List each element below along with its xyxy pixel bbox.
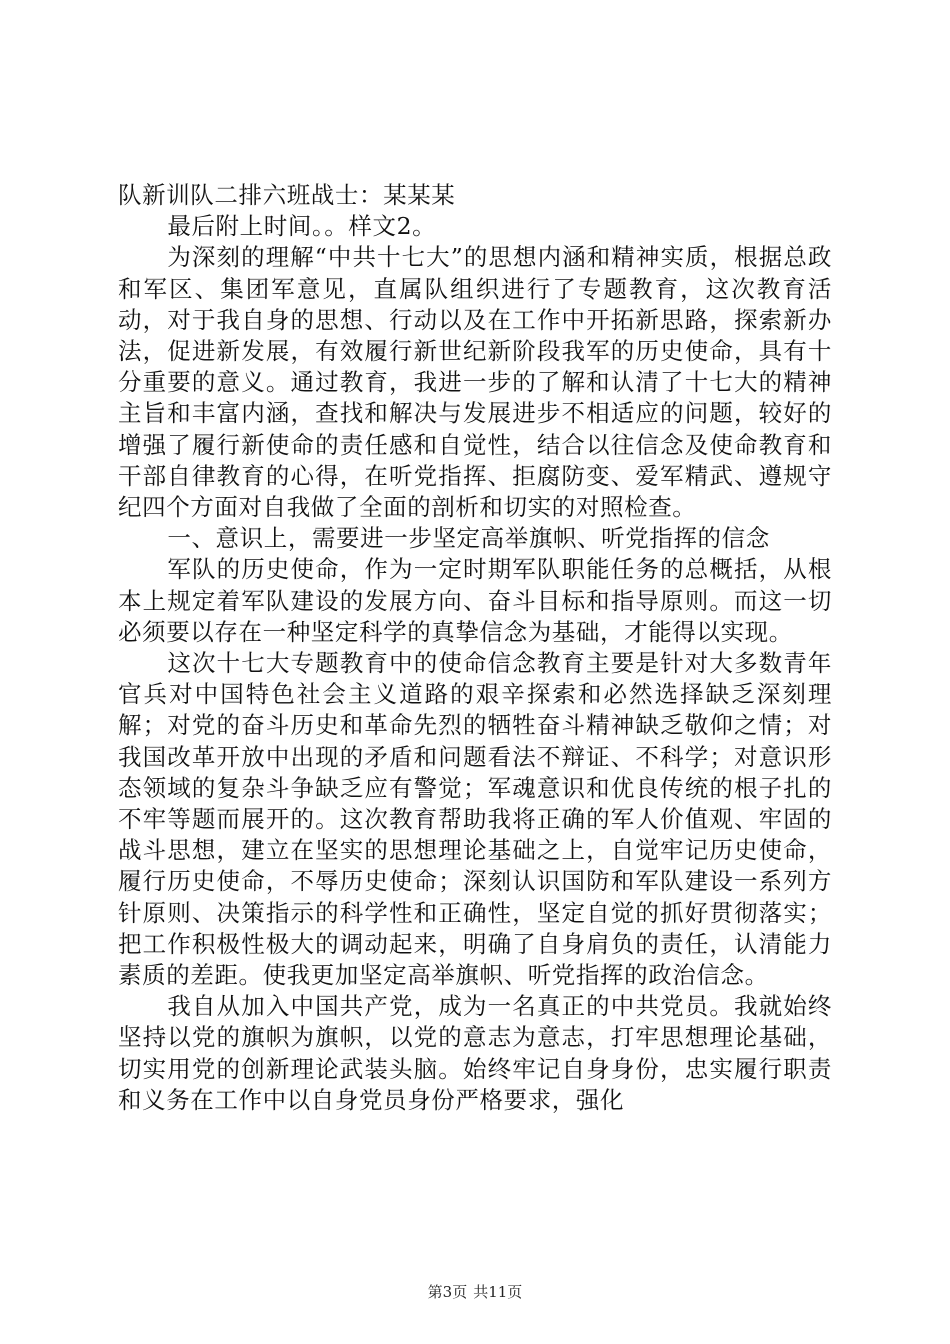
paragraph-6: 这次十七大专题教育中的使命信念教育主要是针对大多数青年官兵对中国特色社会主义道路的艰辛探索和必然选择缺乏深刻理解；对党的奋斗历史和革命先烈的牺牲奋斗精神缺乏敬仰之情；对我国改革开放中出现的矛盾和问题看法不辩证、不科学；对意识形态领域的复杂斗争缺乏应有警觉；军魂意识和优良传统的根子扎的不牢等题而展开的。这次教育帮助我将正确的军人价值观、牢固的战斗思想，建立在坚实的思想理论基础之上，自觉牢记历史使命，履行历史使命，不辱历史使命；深刻认识国防和军队建设一系列方针原则、决策指示的科学性和正确性，坚定自觉的抓好贯彻落实；把工作积极性极大的调动起来，明确了自身肩负的责任，认清能力素质的差距。使我更加坚定高举旗帜、听党指挥的政治信念。 xyxy=(118,649,832,990)
paragraph-1: 队新训队二排六班战士：某某某 xyxy=(118,181,456,209)
paragraph-3: 为深刻的理解“中共十七大”的思想内涵和精神实质，根据总政和军区、集团军意见，直属队组织进行了专题教育，这次教育活动，对于我自身的思想、行动以及在工作中开拓新思路，探索新办法，促进新发展，有效履行新世纪新阶段我军的历史使命，具有十分重要的意义。通过教育，我进一步的了解和认清了十七大的精神主旨和丰富内涵，查找和解决与发展进步不相适应的问题，较好的增强了履行新使命的责任感和自觉性，结合以往信念及使命教育和干部自律教育的心得，在听党指挥、拒腐防变、爱军精武、遵规守纪四个方面对自我做了全面的剖析和切实的对照检查。 xyxy=(118,243,832,522)
section-heading-1: 一、意识上，需要进一步坚定高举旗帜、听党指挥的信念 xyxy=(167,524,770,553)
page-total: 共11页 xyxy=(473,1283,523,1301)
page-number: 第3页 xyxy=(427,1283,468,1301)
paragraph-5: 军队的历史使命，作为一定时期军队职能任务的总概括，从根本上规定着军队建设的发展方向、奋斗目标和指导原则。而这一切必须要以存在一种坚定科学的真挚信念为基础，才能得以实现。 xyxy=(118,555,832,646)
document-body xyxy=(118,180,832,1116)
paragraph-7: 我自从加入中国共产党，成为一名真正的中共党员。我就始终坚持以党的旗帜为旗帜，以党的意志为意志，打牢思想理论基础，切实用党的创新理论武装头脑。始终牢记自身身份，忠实履行职责和义务在工作中以自身党员身份严格要求，强化 xyxy=(118,992,832,1114)
page-footer xyxy=(0,1282,950,1302)
paragraph-2: 最后附上时间。。样文2。 xyxy=(167,212,437,241)
